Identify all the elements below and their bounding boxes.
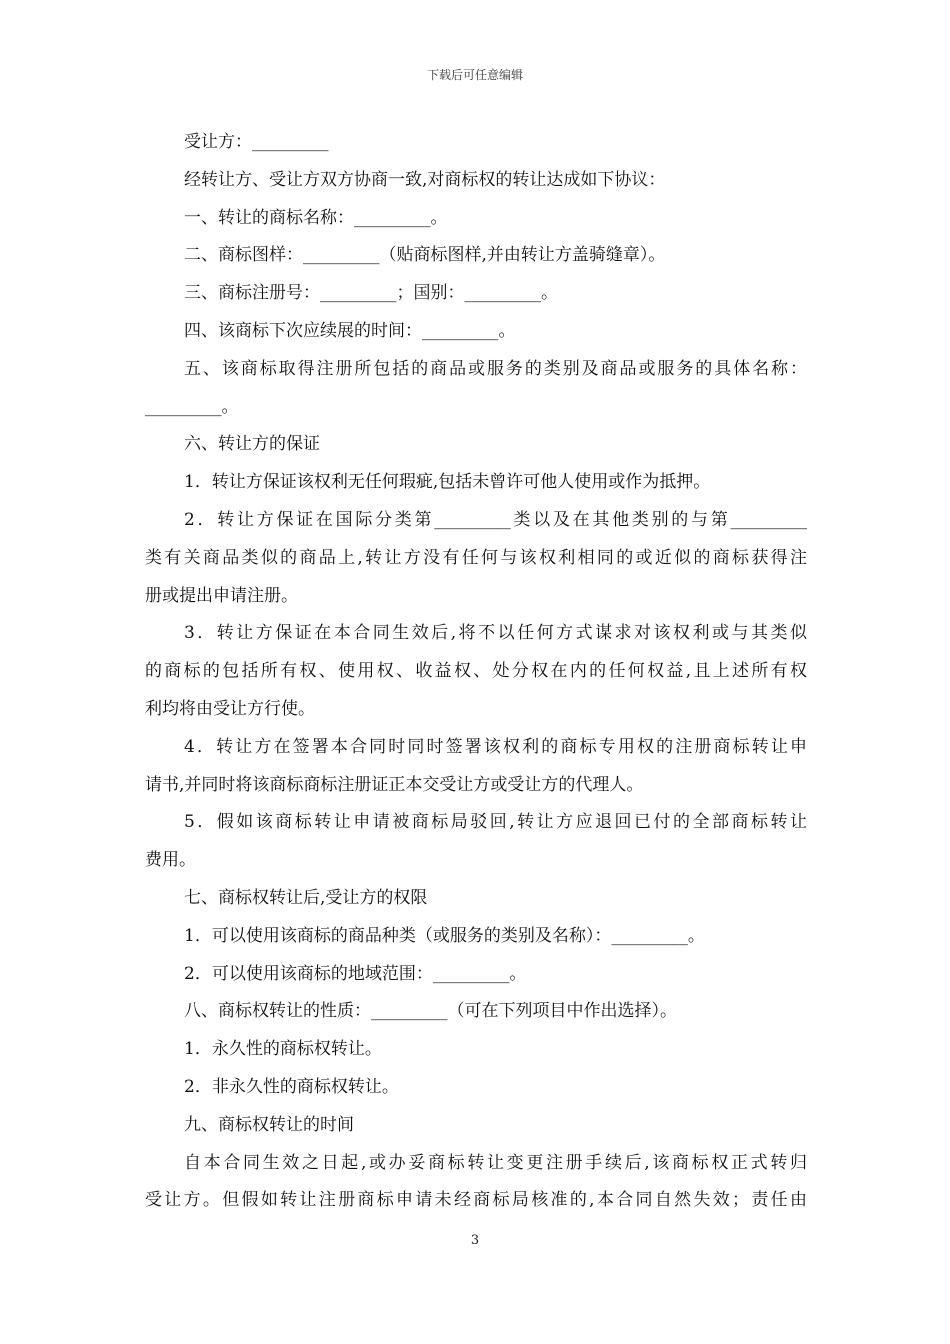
paragraph-line: 1．可以使用该商标的商品种类（或服务的类别及名称）：_________。 [184, 925, 705, 946]
paragraph-line: 经转让方、受让方双方协商一致,对商标权的转让达成如下协议： [184, 169, 666, 190]
paragraph-line: 受让方：_________ [184, 132, 329, 152]
clause-1: 一、转让的商标名称：_________。 [184, 207, 448, 228]
clause-3: 三、商标注册号：_________；国别：_________。 [184, 283, 558, 304]
clause-2: 二、商标图样：_________（贴商标图样,并由转让方盖骑缝章）。 [184, 245, 666, 266]
paragraph-line: 利均将由受让方行使。 [145, 698, 315, 719]
paragraph-line: 1．永久性的商标权转让。 [184, 1039, 382, 1060]
paragraph-line: 的商标的包括所有权、使用权、收益权、处分权在内的任何权益,且上述所有权 [145, 661, 807, 682]
paragraph-line: 请书,并同时将该商标商标注册证正本交受让方或受让方的代理人。 [145, 774, 644, 795]
paragraph-line: 费用。 [145, 850, 196, 871]
paragraph-line: 2．可以使用该商标的地域范围：_________。 [184, 963, 527, 984]
document-body [145, 124, 807, 1220]
page-number: 3 [470, 1233, 480, 1248]
clause-5: 五、该商标取得注册所包括的商品或服务的类别及商品或服务的具体名称： [184, 358, 807, 379]
paragraph-line: 2．转让方保证在国际分类第_________类以及在其他类别的与第_________ [184, 509, 807, 530]
paragraph-line: 类有关商品类似的商品上,转让方没有任何与该权利相同的或近似的商标获得注 [145, 547, 807, 568]
paragraph-line: 2．非永久性的商标权转让。 [184, 1076, 399, 1097]
clause-6-heading: 六、转让方的保证 [184, 434, 320, 455]
paragraph-line: 自本合同生效之日起,或办妥商标转让变更注册手续后,该商标权正式转归 [184, 1152, 807, 1173]
paragraph-line: 4．转让方在签署本合同时同时签署该权利的商标专用权的注册商标转让申 [184, 736, 807, 757]
clause-7-heading: 七、商标权转让后,受让方的权限 [184, 887, 428, 908]
paragraph-line: 3．转让方保证在本合同生效后,将不以任何方式谋求对该权利或与其类似 [184, 623, 807, 644]
paragraph-line: 受让方。但假如转让注册商标申请未经商标局核准的,本合同自然失效；责任由 [145, 1190, 807, 1211]
paragraph-line: _________。 [145, 396, 239, 417]
clause-8-heading: 八、商标权转让的性质：_________（可在下列项目中作出选择）。 [184, 1001, 677, 1022]
paragraph-line: 册或提出申请注册。 [145, 585, 298, 606]
clause-9-heading: 九、商标权转让的时间 [184, 1114, 354, 1135]
page-header: 下载后可任意编辑 [426, 68, 523, 82]
paragraph-line: 1．转让方保证该权利无任何瑕疵,包括未曾许可他人使用或作为抵押。 [184, 472, 711, 493]
paragraph-line: 5．假如该商标转让申请被商标局驳回,转让方应退回已付的全部商标转让 [184, 812, 807, 833]
clause-4: 四、该商标下次应续展的时间：_________。 [184, 320, 516, 341]
